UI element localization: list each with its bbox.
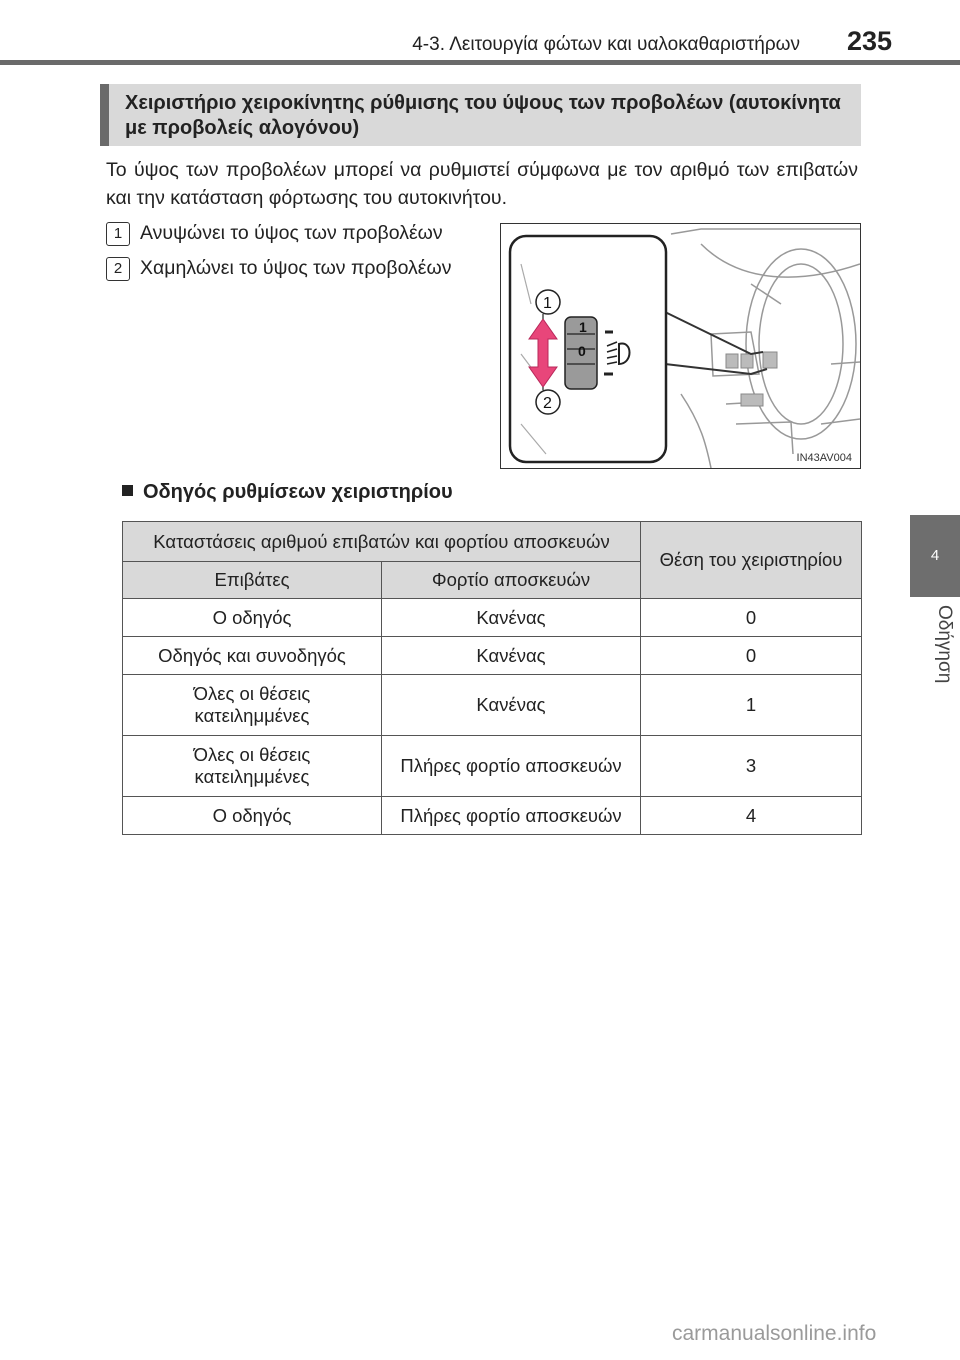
intro-paragraph: Το ύψος των προβολέων μπορεί να ρυθμιστεί σύμφωνα με τον αριθμό των επιβατών και την κατάσταση φόρτωσης του αυτοκινήτου.	[106, 159, 858, 209]
watermark[interactable]: carmanualsonline.info	[672, 1322, 877, 1345]
position-cell: 1	[641, 675, 862, 736]
subheading-text: Οδηγός ρυθμίσεων χειριστηρίου	[143, 481, 453, 503]
luggage-cell: Πλήρες φορτίο αποσκευών	[382, 797, 641, 835]
subheading	[122, 481, 453, 504]
dial-bottom-mark: 0	[578, 343, 586, 359]
luggage-cell: Πλήρες φορτίο αποσκευών	[382, 736, 641, 797]
luggage-cell: Κανένας	[382, 675, 641, 736]
item-text: Ανυψώνει το ύψος των προβολέων	[140, 222, 443, 244]
table-row	[123, 675, 862, 736]
header-rule	[0, 60, 960, 65]
svg-text:1: 1	[543, 295, 552, 312]
passengers-cell: Ο οδηγός	[123, 797, 382, 835]
section-title-box	[100, 84, 861, 146]
item-text: Χαμηλώνει το ύψος των προβολέων	[140, 257, 452, 279]
header-position-cell: Θέση του χειριστηρίου	[641, 522, 862, 599]
position-cell: 0	[641, 637, 862, 675]
table-row	[123, 599, 862, 637]
square-bullet-icon	[122, 485, 133, 496]
chapter-label: Οδήγηση	[934, 605, 955, 684]
dial-top-mark: 1	[579, 319, 587, 335]
header-luggage-cell: Φορτίο αποσκευών	[382, 562, 641, 599]
position-cell: 4	[641, 797, 862, 835]
svg-text:2: 2	[543, 395, 552, 412]
table-row	[123, 637, 862, 675]
position-cell: 3	[641, 736, 862, 797]
section-title: Χειριστήριο χειροκίνητης ρύθμισης του ύψους των προβολέων (αυτοκίνητα με προβολείς αλογόνου)	[125, 92, 841, 139]
item-number-badge: 1	[106, 222, 130, 246]
list-item	[106, 222, 443, 246]
running-head: 4-3. Λειτουργία φώτων και υαλοκαθαριστήρων	[412, 34, 800, 55]
passengers-cell: Οδηγός και συνοδηγός	[123, 637, 382, 675]
figure-code: IN43AV004	[796, 452, 852, 464]
adjustment-guide-table	[122, 521, 862, 835]
item-number-badge: 2	[106, 257, 130, 281]
luggage-cell: Κανένας	[382, 599, 641, 637]
passengers-cell: Ο οδηγός	[123, 599, 382, 637]
passengers-cell: Όλες οι θέσεις κατειλημμένες	[123, 736, 382, 797]
header-passengers-cell: Επιβάτες	[123, 562, 382, 599]
dashboard-illustration	[501, 224, 860, 468]
table-row	[123, 797, 862, 835]
luggage-cell: Κανένας	[382, 637, 641, 675]
table-header-row	[123, 522, 862, 562]
table-row	[123, 736, 862, 797]
chapter-tab[interactable]: 4	[910, 515, 960, 597]
headlight-dial-figure	[500, 223, 861, 469]
header-group-cell: Καταστάσεις αριθμού επιβατών και φορτίου αποσκευών	[123, 522, 641, 562]
passengers-cell: Όλες οι θέσεις κατειλημμένες	[123, 675, 382, 736]
list-item	[106, 257, 451, 281]
position-cell: 0	[641, 599, 862, 637]
page-number: 235	[846, 26, 892, 56]
